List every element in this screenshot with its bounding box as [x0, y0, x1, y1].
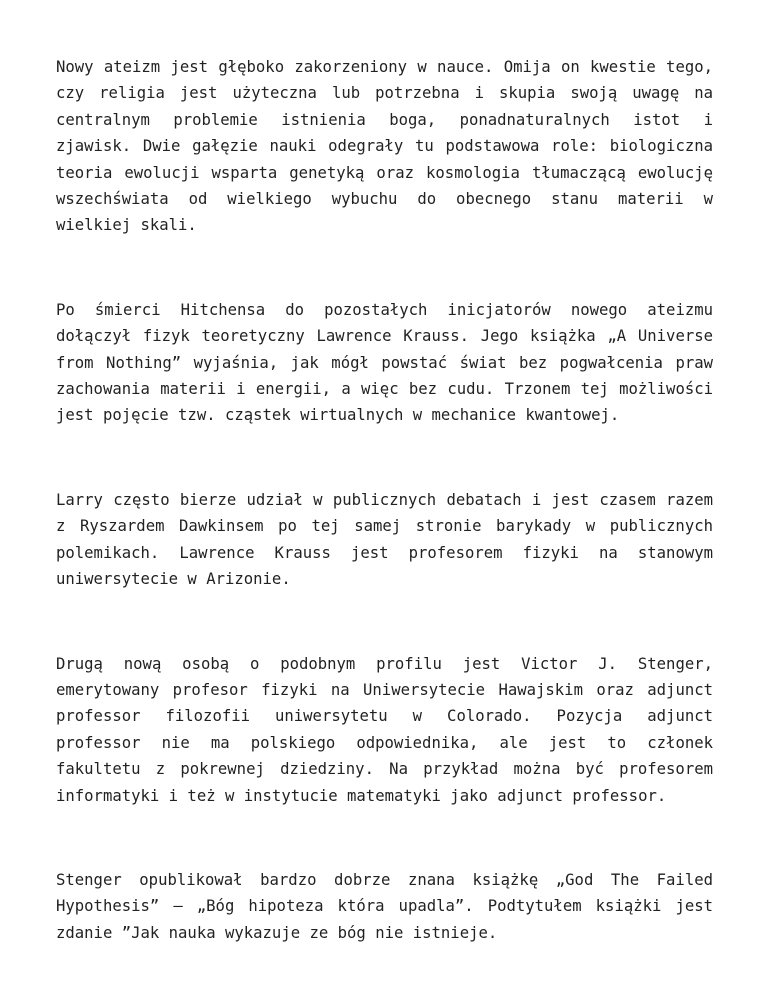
document-body [56, 54, 713, 946]
paragraph-stenger-book: Stenger opublikował bardzo dobrze znana książkę „God The Failed Hypothesis” – „Bóg hipoteza która upadla”. Podtytułem książki jest zdanie ”Jak nauka wykazuje ze bóg nie istnieje. [56, 870, 713, 942]
paragraph-debates: Larry często bierze udział w publicznych debatach i jest czasem razem z Ryszardem Dawkinsem po tej samej stronie barykady w publicznych polemikach. Lawrence Krauss jest profesorem fizyki na stanowym uniwersytecie w Arizonie. [56, 490, 713, 589]
paragraph-new-atheism: Nowy ateizm jest głęboko zakorzeniony w nauce. Omija on kwestie tego, czy religia jest użyteczna lub potrzebna i skupia swoją uwagę na centralnym problemie istnienia boga, ponadnaturalnych istot i zjawisk. Dwie gałęzie nauki odegrały tu podstawowa role: biologiczna teoria ewolucji wsparta genetyką oraz kosmologia tłumaczącą ewolucję wszechświata od wielkiego wybuchu do obecnego stanu materii w wielkiej skali. [56, 58, 713, 235]
paragraph-krauss: Po śmierci Hitchensa do pozostałych inicjatorów nowego ateizmu dołączył fizyk teoretyczny Lawrence Krauss. Jego książka „A Universe from Nothing” wyjaśnia, jak mógł powstać świat bez pogwałcenia praw zachowania materii i energii, a więc bez cudu. Trzonem tej możliwości jest pojęcie tzw. cząstek wirtualnych w mechanice kwantowej. [56, 300, 713, 425]
paragraph-stenger: Drugą nową osobą o podobnym profilu jest Victor J. Stenger, emerytowany profesor fizyki na Uniwersytecie Hawajskim oraz adjunct professor filozofii uniwersytetu w Colorado. Pozycja adjunct professor nie ma polskiego odpowiednika, ale jest to członek fakultetu z pokrewnej dziedziny. Na przykład można być profesorem informatyki i też w instytucie matematyki jako adjunct professor. [56, 654, 713, 805]
